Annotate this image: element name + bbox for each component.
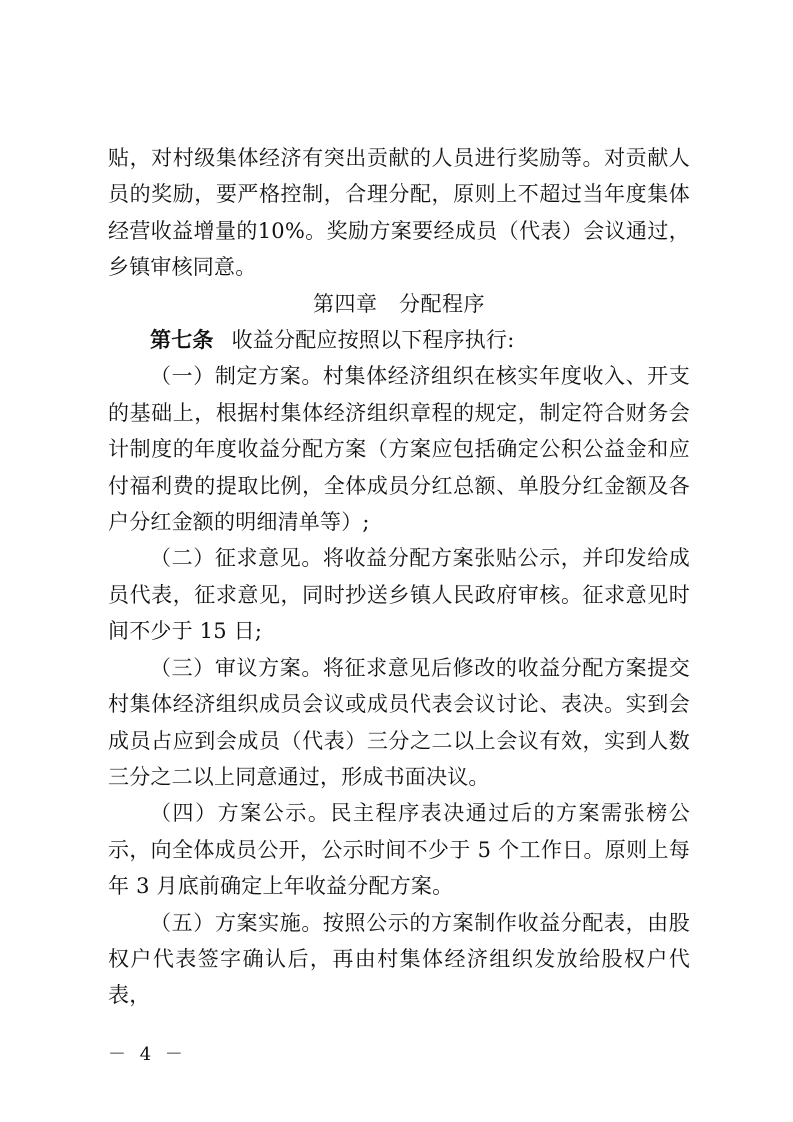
- page-number: － 4 －: [108, 1044, 187, 1065]
- paragraph-continuation: 贴，对村级集体经济有突出贡献的人员进行奖励等。对贡献人员的奖励，要严格控制，合理分配，原则上不超过当年度集体经营收益增量的10%。奖励方案要经成员（代表）会议通过，乡镇审核同意。: [108, 146, 690, 280]
- procedure-item-1: （一）制定方案。村集体经济组织在核实年度收入、开支的基础上，根据村集体经济组织章程的规定，制定符合财务会计制度的年度收益分配方案（方案应包括确定公积公益金和应付福利费的提取比例，全体成员分红总额、单股分红金额及各户分红金额的明细清单等）;: [108, 364, 690, 535]
- procedure-item-5: （五）方案实施。按照公示的方案制作收益分配表，由股权户代表签字确认后，再由村集体经济组织发放给股权户代表，: [108, 910, 690, 1008]
- document-body: [108, 140, 690, 1014]
- article-text: 收益分配应按照以下程序执行:: [231, 328, 515, 353]
- procedure-item-3: （三）审议方案。将征求意见后修改的收益分配方案提交村集体经济组织成员会议或成员代表会议讨论、表决。实到会成员占应到会成员（代表）三分之二以上会议有效，实到人数三分之二以上同意通过，形成书面决议。: [108, 655, 690, 789]
- article-label: 第七条: [150, 328, 214, 353]
- procedure-item-2: （二）征求意见。将收益分配方案张贴公示，并印发给成员代表，征求意见，同时抄送乡镇人民政府审核。征求意见时间不少于 15 日;: [108, 546, 690, 644]
- article-seven: [108, 322, 690, 358]
- procedure-item-4: （四）方案公示。民主程序表决通过后的方案需张榜公示，向全体成员公开，公示时间不少于 5 个工作日。原则上每年 3 月底前确定上年收益分配方案。: [108, 801, 690, 899]
- chapter-title: 第四章 分配程序: [313, 291, 485, 316]
